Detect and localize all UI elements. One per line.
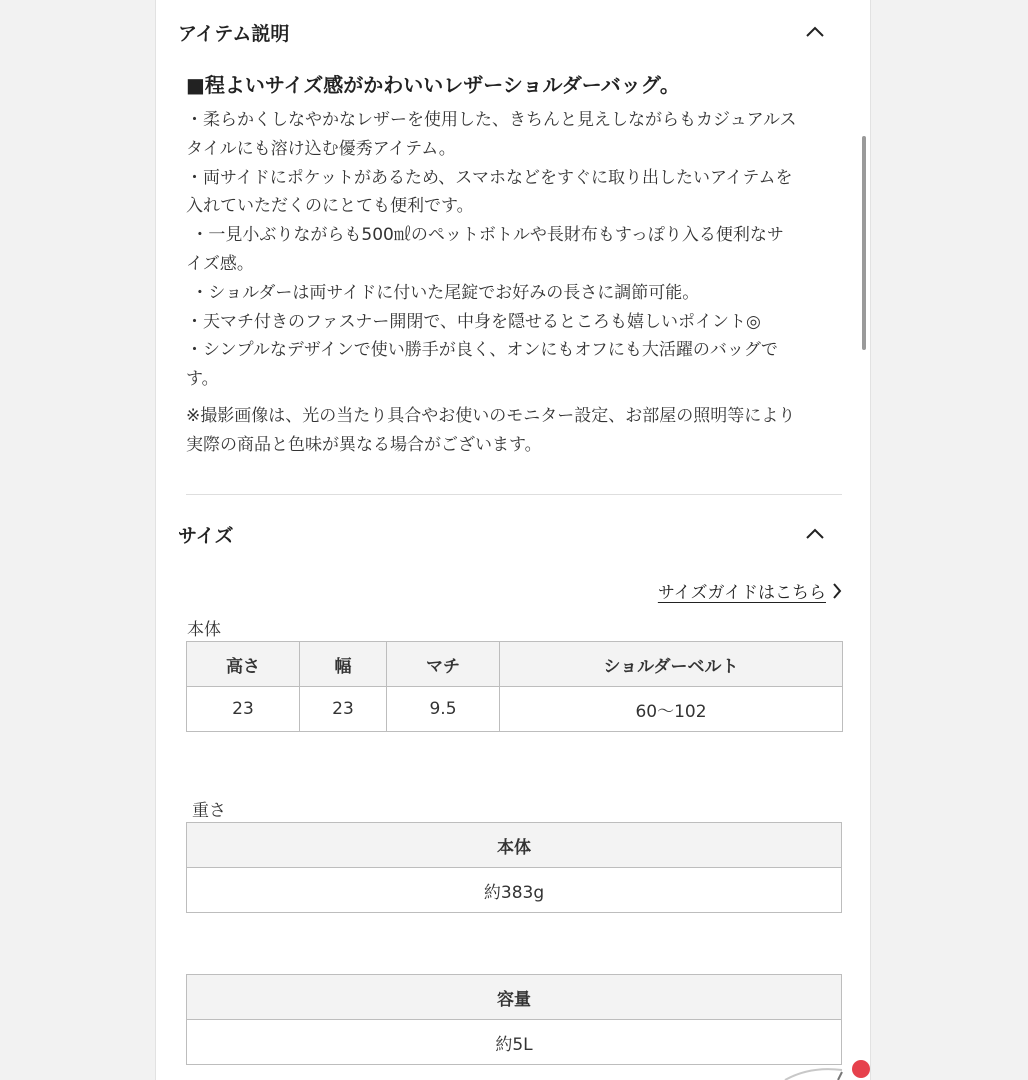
product-detail-panel <box>155 0 871 1080</box>
note-line: ※撮影画像は、光の当たり具合やお使いのモニター設定、お部屋の照明等により <box>186 405 796 426</box>
description-line: イズ感。 <box>186 253 254 274</box>
note-line: 実際の商品と色味が異なる場合がございます。 <box>186 434 542 455</box>
description-heading: ■程よいサイズ感がかわいいレザーショルダーバッグ。 <box>186 73 680 97</box>
description-line: す。 <box>186 369 219 390</box>
header-height: 高さ <box>187 642 300 687</box>
description-line: ・天マチ付きのファスナー開閉で、中身を隠せるところも嬉しいポイント◎ <box>186 311 761 332</box>
table-row <box>187 687 843 732</box>
table-row <box>187 868 842 913</box>
header-capacity: 容量 <box>187 975 842 1020</box>
value-weight: 約383g <box>187 868 842 913</box>
description-line: ・ショルダーは両サイドに付いた尾錠でお好みの長さに調節可能。 <box>186 282 700 303</box>
scrollbar[interactable] <box>862 136 866 350</box>
header-shoulder-belt: ショルダーベルト <box>500 642 843 687</box>
header-weight-body: 本体 <box>187 823 842 868</box>
body-size-table <box>186 641 843 732</box>
item-description-title: アイテム説明 <box>178 22 290 45</box>
header-gusset: マチ <box>387 642 500 687</box>
item-description-header[interactable] <box>178 12 826 52</box>
item-description-body <box>186 70 842 460</box>
value-gusset: 9.5 <box>387 687 500 732</box>
value-width: 23 <box>300 687 387 732</box>
table-header-row <box>187 975 842 1020</box>
description-line: ・両サイドにポケットがあるため、スマホなどをすぐに取り出したいアイテムを <box>186 167 793 188</box>
description-line: ・柔らかくしなやかなレザーを使用した、きちんと見えしながらもカジュアルス <box>186 110 797 130</box>
table-header-row <box>187 823 842 868</box>
weight-caption: 重さ <box>192 801 226 821</box>
description-line: ・シンプルなデザインで使い勝手が良く、オンにもオフにも大活躍のバッグで <box>186 340 778 361</box>
swoosh-decoration <box>780 1060 850 1080</box>
value-shoulder-belt: 60〜102 <box>500 687 843 732</box>
body-caption: 本体 <box>187 620 221 640</box>
table-header-row <box>187 642 843 687</box>
capacity-table <box>186 974 842 1065</box>
chevron-up-icon[interactable] <box>804 21 826 43</box>
description-line: 入れていただくのにとても便利です。 <box>186 196 474 217</box>
size-guide-link[interactable] <box>658 578 842 603</box>
header-width: 幅 <box>300 642 387 687</box>
notification-dot[interactable] <box>852 1060 870 1078</box>
value-capacity: 約5L <box>187 1020 842 1065</box>
chevron-right-icon <box>832 582 842 600</box>
weight-table <box>186 822 842 913</box>
size-guide-link-label[interactable]: サイズガイドはこちら <box>657 583 826 603</box>
description-line: タイルにも溶け込む優秀アイテム。 <box>186 138 456 159</box>
value-height: 23 <box>187 687 300 732</box>
table-row <box>187 1020 842 1065</box>
size-section-title: サイズ <box>178 524 234 547</box>
description-note <box>186 402 842 460</box>
chevron-up-icon[interactable] <box>804 523 826 545</box>
description-line: ・一見小ぶりながらも500㎖のペットボトルや長財布もすっぽり入る便利なサ <box>186 225 784 246</box>
section-divider <box>186 494 842 495</box>
size-section-header[interactable] <box>178 514 826 554</box>
